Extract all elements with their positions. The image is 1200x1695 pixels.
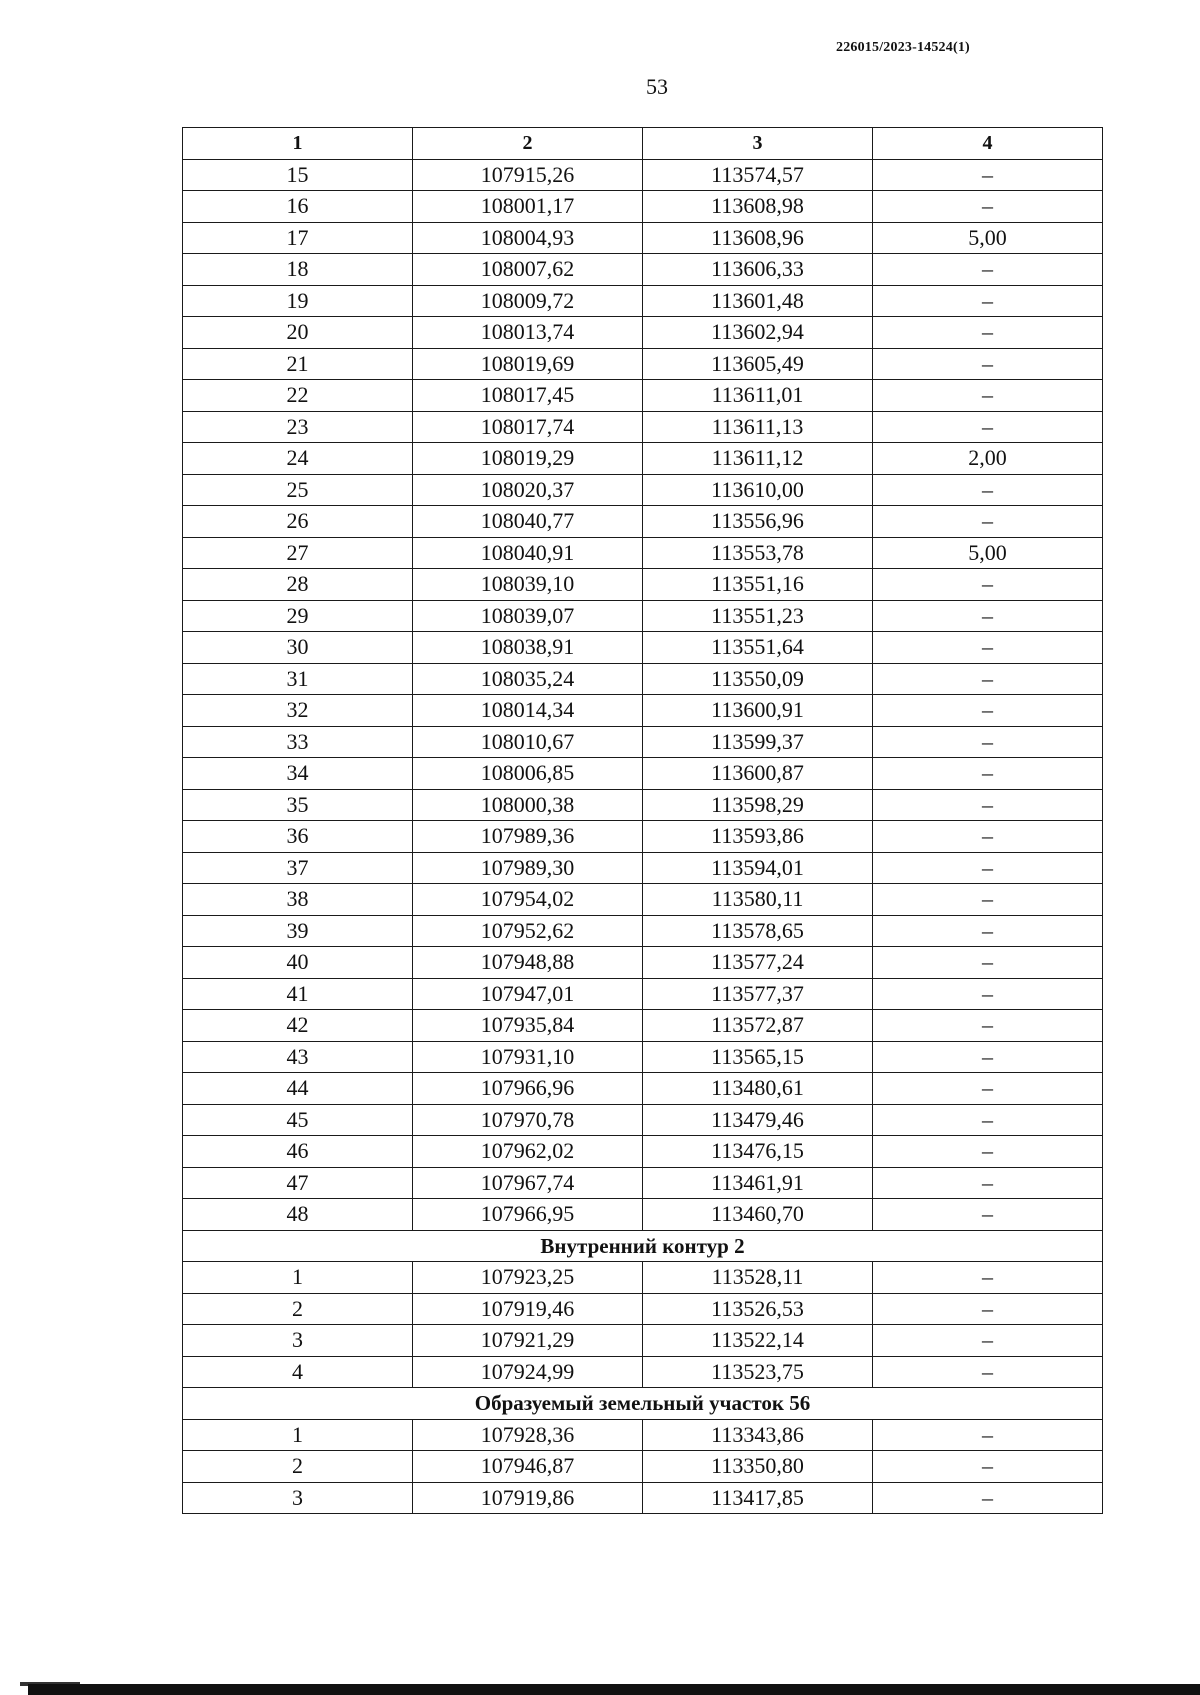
table-row — [183, 1325, 1103, 1357]
cell-error: – — [873, 758, 1103, 790]
table-row — [183, 222, 1103, 254]
table-row — [183, 474, 1103, 506]
cell-y-coordinate: 113476,15 — [643, 1136, 873, 1168]
cell-x-coordinate: 107967,74 — [413, 1167, 643, 1199]
table-row — [183, 1419, 1103, 1451]
cell-error: – — [873, 474, 1103, 506]
table-row — [183, 1199, 1103, 1231]
cell-x-coordinate: 107928,36 — [413, 1419, 643, 1451]
section-title: Внутренний контур 2 — [183, 1230, 1103, 1262]
cell-point-number: 28 — [183, 569, 413, 601]
cell-point-number: 38 — [183, 884, 413, 916]
cell-x-coordinate: 108010,67 — [413, 726, 643, 758]
cell-point-number: 48 — [183, 1199, 413, 1231]
cell-x-coordinate: 107947,01 — [413, 978, 643, 1010]
cell-y-coordinate: 113600,87 — [643, 758, 873, 790]
cell-x-coordinate: 108006,85 — [413, 758, 643, 790]
cell-point-number: 21 — [183, 348, 413, 380]
column-header-x: 2 — [413, 128, 643, 160]
cell-point-number: 42 — [183, 1010, 413, 1042]
cell-y-coordinate: 113550,09 — [643, 663, 873, 695]
cell-error: – — [873, 1356, 1103, 1388]
cell-error: – — [873, 1419, 1103, 1451]
cell-x-coordinate: 107962,02 — [413, 1136, 643, 1168]
cell-error: – — [873, 821, 1103, 853]
cell-point-number: 20 — [183, 317, 413, 349]
cell-y-coordinate: 113565,15 — [643, 1041, 873, 1073]
cell-y-coordinate: 113593,86 — [643, 821, 873, 853]
cell-x-coordinate: 108035,24 — [413, 663, 643, 695]
cell-point-number: 30 — [183, 632, 413, 664]
cell-y-coordinate: 113599,37 — [643, 726, 873, 758]
cell-point-number: 19 — [183, 285, 413, 317]
cell-y-coordinate: 113572,87 — [643, 1010, 873, 1042]
cell-point-number: 16 — [183, 191, 413, 223]
coordinates-table — [182, 127, 1103, 1514]
cell-x-coordinate: 108039,10 — [413, 569, 643, 601]
cell-point-number: 27 — [183, 537, 413, 569]
cell-error: – — [873, 884, 1103, 916]
cell-point-number: 17 — [183, 222, 413, 254]
cell-error: – — [873, 411, 1103, 443]
table-row — [183, 600, 1103, 632]
cell-y-coordinate: 113343,86 — [643, 1419, 873, 1451]
section-header-row — [183, 1388, 1103, 1420]
cell-error: – — [873, 726, 1103, 758]
cell-point-number: 40 — [183, 947, 413, 979]
cell-error: – — [873, 663, 1103, 695]
cell-error: – — [873, 1293, 1103, 1325]
section-header-row — [183, 1230, 1103, 1262]
cell-point-number: 3 — [183, 1482, 413, 1514]
table-row — [183, 915, 1103, 947]
cell-error: – — [873, 380, 1103, 412]
cell-error: – — [873, 1199, 1103, 1231]
cell-y-coordinate: 113574,57 — [643, 159, 873, 191]
cell-x-coordinate: 107948,88 — [413, 947, 643, 979]
cell-y-coordinate: 113611,01 — [643, 380, 873, 412]
table-row — [183, 947, 1103, 979]
cell-error: – — [873, 632, 1103, 664]
cell-x-coordinate: 108000,38 — [413, 789, 643, 821]
table-row — [183, 348, 1103, 380]
cell-x-coordinate: 108040,91 — [413, 537, 643, 569]
table-row — [183, 821, 1103, 853]
cell-point-number: 47 — [183, 1167, 413, 1199]
table-row — [183, 317, 1103, 349]
cell-point-number: 36 — [183, 821, 413, 853]
cell-point-number: 1 — [183, 1262, 413, 1294]
cell-point-number: 41 — [183, 978, 413, 1010]
cell-y-coordinate: 113577,37 — [643, 978, 873, 1010]
table-row — [183, 254, 1103, 286]
cell-x-coordinate: 107919,46 — [413, 1293, 643, 1325]
cell-error: 5,00 — [873, 537, 1103, 569]
table-row — [183, 285, 1103, 317]
cell-y-coordinate: 113577,24 — [643, 947, 873, 979]
scan-bottom-border — [28, 1684, 1200, 1695]
table-row — [183, 978, 1103, 1010]
cell-error: – — [873, 1041, 1103, 1073]
cell-point-number: 4 — [183, 1356, 413, 1388]
cell-y-coordinate: 113461,91 — [643, 1167, 873, 1199]
cell-x-coordinate: 108020,37 — [413, 474, 643, 506]
cell-y-coordinate: 113417,85 — [643, 1482, 873, 1514]
cell-error: – — [873, 1104, 1103, 1136]
cell-error: – — [873, 506, 1103, 538]
cell-y-coordinate: 113551,16 — [643, 569, 873, 601]
cell-error: – — [873, 1136, 1103, 1168]
cell-x-coordinate: 108038,91 — [413, 632, 643, 664]
table-row — [183, 537, 1103, 569]
cell-point-number: 2 — [183, 1293, 413, 1325]
cell-point-number: 35 — [183, 789, 413, 821]
cell-x-coordinate: 107989,30 — [413, 852, 643, 884]
cell-error: – — [873, 254, 1103, 286]
cell-x-coordinate: 108017,45 — [413, 380, 643, 412]
table-row — [183, 506, 1103, 538]
cell-error: – — [873, 348, 1103, 380]
cell-y-coordinate: 113528,11 — [643, 1262, 873, 1294]
cell-y-coordinate: 113608,98 — [643, 191, 873, 223]
cell-point-number: 15 — [183, 159, 413, 191]
cell-x-coordinate: 107970,78 — [413, 1104, 643, 1136]
cell-x-coordinate: 107952,62 — [413, 915, 643, 947]
cell-error: – — [873, 191, 1103, 223]
table-row — [183, 1482, 1103, 1514]
cell-x-coordinate: 107919,86 — [413, 1482, 643, 1514]
section-title: Образуемый земельный участок 56 — [183, 1388, 1103, 1420]
cell-error: – — [873, 978, 1103, 1010]
cell-point-number: 1 — [183, 1419, 413, 1451]
cell-error: 5,00 — [873, 222, 1103, 254]
cell-x-coordinate: 107923,25 — [413, 1262, 643, 1294]
cell-y-coordinate: 113580,11 — [643, 884, 873, 916]
cell-point-number: 2 — [183, 1451, 413, 1483]
table-row — [183, 1104, 1103, 1136]
page-number: 53 — [646, 74, 668, 99]
cell-error: – — [873, 1482, 1103, 1514]
cell-x-coordinate: 108039,07 — [413, 600, 643, 632]
cell-point-number: 24 — [183, 443, 413, 475]
table-row — [183, 1167, 1103, 1199]
table-row — [183, 884, 1103, 916]
cell-y-coordinate: 113610,00 — [643, 474, 873, 506]
cell-point-number: 32 — [183, 695, 413, 727]
cell-error: – — [873, 317, 1103, 349]
cell-error: – — [873, 695, 1103, 727]
cell-point-number: 45 — [183, 1104, 413, 1136]
cell-point-number: 18 — [183, 254, 413, 286]
cell-x-coordinate: 108019,69 — [413, 348, 643, 380]
cell-point-number: 26 — [183, 506, 413, 538]
cell-error: – — [873, 285, 1103, 317]
table-row — [183, 380, 1103, 412]
cell-y-coordinate: 113551,64 — [643, 632, 873, 664]
cell-x-coordinate: 107966,96 — [413, 1073, 643, 1105]
column-header-y: 3 — [643, 128, 873, 160]
table-row — [183, 663, 1103, 695]
document-registration-number: 226015/2023-14524(1) — [836, 40, 970, 55]
cell-point-number: 3 — [183, 1325, 413, 1357]
table-row — [183, 726, 1103, 758]
cell-y-coordinate: 113601,48 — [643, 285, 873, 317]
cell-x-coordinate: 107921,29 — [413, 1325, 643, 1357]
cell-point-number: 25 — [183, 474, 413, 506]
cell-y-coordinate: 113460,70 — [643, 1199, 873, 1231]
cell-error: – — [873, 1325, 1103, 1357]
table-body — [183, 159, 1103, 1514]
cell-x-coordinate: 107954,02 — [413, 884, 643, 916]
table-row — [183, 852, 1103, 884]
table-row — [183, 789, 1103, 821]
table-row — [183, 1293, 1103, 1325]
cell-x-coordinate: 107915,26 — [413, 159, 643, 191]
cell-y-coordinate: 113611,12 — [643, 443, 873, 475]
cell-x-coordinate: 108001,17 — [413, 191, 643, 223]
cell-x-coordinate: 108017,74 — [413, 411, 643, 443]
cell-error: – — [873, 1073, 1103, 1105]
cell-x-coordinate: 107946,87 — [413, 1451, 643, 1483]
table-row — [183, 1010, 1103, 1042]
cell-x-coordinate: 107935,84 — [413, 1010, 643, 1042]
column-header-point-number: 1 — [183, 128, 413, 160]
cell-error: – — [873, 1167, 1103, 1199]
cell-point-number: 37 — [183, 852, 413, 884]
cell-error: – — [873, 569, 1103, 601]
cell-y-coordinate: 113350,80 — [643, 1451, 873, 1483]
cell-y-coordinate: 113602,94 — [643, 317, 873, 349]
cell-y-coordinate: 113598,29 — [643, 789, 873, 821]
column-header-error: 4 — [873, 128, 1103, 160]
table-row — [183, 1356, 1103, 1388]
cell-error: – — [873, 852, 1103, 884]
cell-point-number: 44 — [183, 1073, 413, 1105]
cell-y-coordinate: 113480,61 — [643, 1073, 873, 1105]
cell-y-coordinate: 113611,13 — [643, 411, 873, 443]
cell-error: – — [873, 915, 1103, 947]
cell-y-coordinate: 113523,75 — [643, 1356, 873, 1388]
cell-x-coordinate: 108014,34 — [413, 695, 643, 727]
cell-point-number: 33 — [183, 726, 413, 758]
table-row — [183, 569, 1103, 601]
table-row — [183, 1451, 1103, 1483]
cell-point-number: 34 — [183, 758, 413, 790]
cell-error: – — [873, 789, 1103, 821]
cell-y-coordinate: 113605,49 — [643, 348, 873, 380]
cell-x-coordinate: 108007,62 — [413, 254, 643, 286]
cell-point-number: 43 — [183, 1041, 413, 1073]
cell-error: – — [873, 1010, 1103, 1042]
table-row — [183, 1041, 1103, 1073]
table-row — [183, 159, 1103, 191]
cell-y-coordinate: 113553,78 — [643, 537, 873, 569]
cell-point-number: 31 — [183, 663, 413, 695]
cell-y-coordinate: 113594,01 — [643, 852, 873, 884]
cell-y-coordinate: 113551,23 — [643, 600, 873, 632]
cell-x-coordinate: 107924,99 — [413, 1356, 643, 1388]
cell-point-number: 29 — [183, 600, 413, 632]
cell-point-number: 46 — [183, 1136, 413, 1168]
cell-y-coordinate: 113556,96 — [643, 506, 873, 538]
table-row — [183, 1136, 1103, 1168]
table-row — [183, 632, 1103, 664]
table-row — [183, 411, 1103, 443]
cell-error: – — [873, 947, 1103, 979]
cell-point-number: 39 — [183, 915, 413, 947]
table-row — [183, 1073, 1103, 1105]
cell-error: – — [873, 159, 1103, 191]
cell-point-number: 23 — [183, 411, 413, 443]
cell-y-coordinate: 113479,46 — [643, 1104, 873, 1136]
cell-error: – — [873, 1451, 1103, 1483]
cell-x-coordinate: 108019,29 — [413, 443, 643, 475]
table-row — [183, 443, 1103, 475]
table-row — [183, 695, 1103, 727]
table-row — [183, 191, 1103, 223]
cell-y-coordinate: 113600,91 — [643, 695, 873, 727]
table-row — [183, 1262, 1103, 1294]
cell-x-coordinate: 108040,77 — [413, 506, 643, 538]
table-row — [183, 758, 1103, 790]
cell-x-coordinate: 107931,10 — [413, 1041, 643, 1073]
cell-x-coordinate: 108004,93 — [413, 222, 643, 254]
cell-y-coordinate: 113578,65 — [643, 915, 873, 947]
cell-error: 2,00 — [873, 443, 1103, 475]
cell-y-coordinate: 113608,96 — [643, 222, 873, 254]
cell-x-coordinate: 107966,95 — [413, 1199, 643, 1231]
cell-x-coordinate: 107989,36 — [413, 821, 643, 853]
cell-point-number: 22 — [183, 380, 413, 412]
cell-y-coordinate: 113606,33 — [643, 254, 873, 286]
table-header-row — [183, 128, 1103, 160]
cell-x-coordinate: 108009,72 — [413, 285, 643, 317]
cell-x-coordinate: 108013,74 — [413, 317, 643, 349]
cell-error: – — [873, 600, 1103, 632]
cell-y-coordinate: 113526,53 — [643, 1293, 873, 1325]
cell-y-coordinate: 113522,14 — [643, 1325, 873, 1357]
table-header — [183, 128, 1103, 160]
cell-error: – — [873, 1262, 1103, 1294]
